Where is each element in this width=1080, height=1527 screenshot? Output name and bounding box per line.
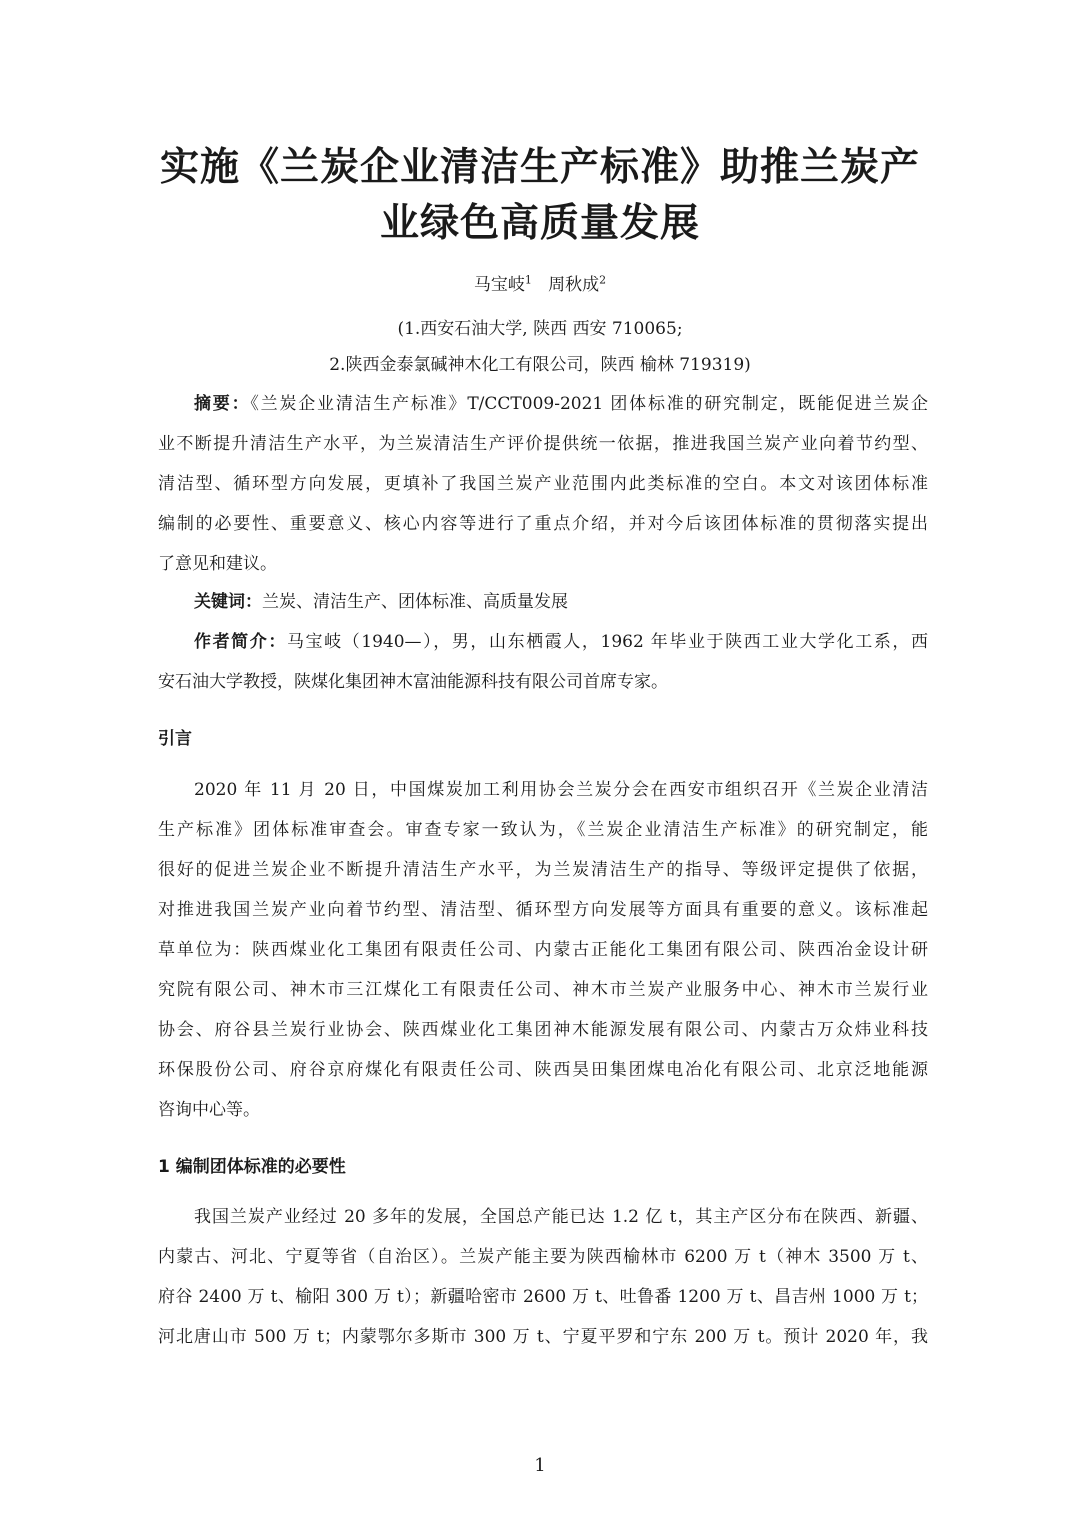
- keywords-text: 兰炭、清洁生产、团体标准、高质量发展: [262, 592, 568, 612]
- title-line-1: 实施《兰炭企业清洁生产标准》助推兰炭产: [159, 145, 920, 190]
- author-bio-label: 作者简介：: [194, 632, 287, 652]
- author-bio-line: 安石油大学教授，陕煤化集团神木富油能源科技有限公司首席专家。: [158, 672, 668, 692]
- author-name: 马宝岐: [473, 275, 525, 295]
- section1-paragraph: [158, 1197, 928, 1357]
- abstract-line: 清洁型、循环型方向发展，更填补了我国兰炭产业范围内此类标准的空白。本文对该团体标准: [158, 474, 928, 494]
- keywords-label: 关键词：: [194, 592, 262, 612]
- author-bio-line: 马宝岐（1940—），男，山东栖霞人，1962 年毕业于陕西工业大学化工系，西: [286, 632, 928, 652]
- affiliation-line-2: 2.陕西金泰氯碱神木化工有限公司，陕西 榆林 719319): [329, 355, 751, 375]
- author-affiliation-mark: 1: [524, 273, 532, 287]
- affiliation-line-1: (1.西安石油大学, 陕西 西安 710065;: [397, 319, 683, 339]
- abstract-line: 《兰炭企业清洁生产标准》T/CCT009-2021 团体标准的研究制定，既能促进兰炭企: [250, 394, 929, 414]
- paragraph-line: 环保股份公司、府谷京府煤化有限责任公司、陕西昊田集团煤电冶化有限公司、北京泛地能源: [158, 1060, 928, 1080]
- paragraph-line: 2020 年 11 月 20 日，中国煤炭加工利用协会兰炭分会在西安市组织召开《兰炭企业清洁: [194, 780, 928, 800]
- paragraph-line: 我国兰炭产业经过 20 多年的发展，全国总产能已达 1.2 亿 t，其主产区分布在陕西、新疆、: [194, 1207, 928, 1227]
- abstract-line: 了意见和建议。: [158, 554, 277, 574]
- abstract-line: 编制的必要性、重要意义、核心内容等进行了重点介绍，并对今后该团体标准的贯彻落实提出: [158, 514, 928, 534]
- paragraph-line: 究院有限公司、神木市三江煤化工有限责任公司、神木市兰炭产业服务中心、神木市兰炭行业: [158, 980, 928, 1000]
- paragraph-line: 内蒙古、河北、宁夏等省（自治区）。兰炭产能主要为陕西榆林市 6200 万 t（神木 3500 万 t、: [158, 1247, 928, 1267]
- abstract: [158, 384, 928, 584]
- keywords: [158, 582, 928, 622]
- paragraph-line: 生产标准》团体标准审查会。审查专家一致认为，《兰炭企业清洁生产标准》的研究制定，能: [158, 820, 928, 840]
- intro-paragraph: [158, 770, 928, 1130]
- author-line: [120, 270, 960, 295]
- paragraph-line: 府谷 2400 万 t、榆阳 300 万 t）；新疆哈密市 2600 万 t、吐鲁番 1200 万 t、昌吉州 1000 万 t；: [158, 1287, 928, 1307]
- abstract-line: 业不断提升清洁生产水平，为兰炭清洁生产评价提供统一依据，推进我国兰炭产业向着节约型、: [158, 434, 928, 454]
- paragraph-line: 协会、府谷县兰炭行业协会、陕西煤业化工集团神木能源发展有限公司、内蒙古万众炜业科技: [158, 1020, 928, 1040]
- page-number: 1: [534, 1455, 546, 1476]
- paper-title: [120, 140, 960, 252]
- author-name: 周秋成: [548, 275, 600, 295]
- paragraph-line: 草单位为：陕西煤业化工集团有限责任公司、内蒙古正能化工集团有限公司、陕西冶金设计研: [158, 940, 928, 960]
- paragraph-line: 河北唐山市 500 万 t；内蒙鄂尔多斯市 300 万 t、宁夏平罗和宁东 200 万 t。预计 2020 年，我: [158, 1327, 928, 1347]
- paragraph-line: 咨询中心等。: [158, 1100, 260, 1120]
- section-heading-intro: 引言: [158, 729, 192, 749]
- title-line-2: 业绿色高质量发展: [379, 201, 700, 246]
- paragraph-line: 对推进我国兰炭产业向着节约型、清洁型、循环型方向发展等方面具有重要的意义。该标准起: [158, 900, 928, 920]
- section-heading-1: 1 编制团体标准的必要性: [158, 1157, 346, 1177]
- abstract-label: 摘要：: [194, 394, 251, 414]
- author-affiliation-mark: 2: [599, 273, 607, 287]
- paragraph-line: 很好的促进兰炭企业不断提升清洁生产水平，为兰炭清洁生产的指导、等级评定提供了依据，: [158, 860, 928, 880]
- author-bio: [158, 622, 928, 702]
